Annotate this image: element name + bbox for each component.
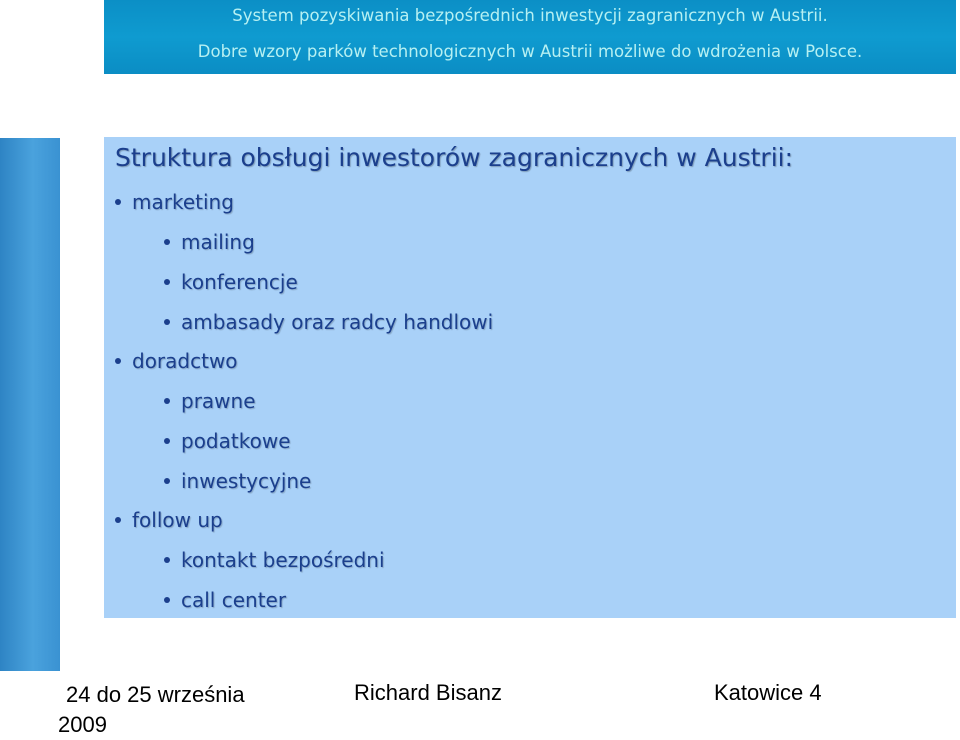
content-title: Struktura obsługi inwestorów zagranicznych w Austrii: — [115, 143, 794, 172]
bullet-icon — [115, 199, 121, 205]
list-item — [164, 227, 255, 257]
list-item-text: kontakt bezpośredni — [181, 548, 385, 572]
content-panel — [104, 137, 956, 618]
header-line-1: System pozyskiwania bezpośrednich inwestycji zagranicznych w Austrii. — [232, 6, 828, 25]
bullet-icon — [164, 239, 170, 245]
bullet-icon — [164, 478, 170, 484]
list-item — [164, 585, 286, 615]
list-item — [164, 426, 291, 456]
list-item-text: marketing — [132, 190, 234, 214]
slide-header — [104, 0, 956, 74]
footer-author: Richard Bisanz — [354, 680, 502, 705]
bullet-icon — [115, 517, 121, 523]
list-item-text: doradctwo — [132, 349, 238, 373]
footer-date: 24 do 25 września 2009 — [58, 682, 245, 737]
bullet-icon — [164, 597, 170, 603]
list-item — [164, 307, 493, 337]
list-item — [115, 346, 238, 376]
list-item-text: prawne — [181, 389, 256, 413]
list-item-text: konferencje — [181, 270, 298, 294]
list-item — [164, 545, 385, 575]
list-item — [115, 505, 223, 535]
list-item-text: call center — [181, 588, 287, 612]
bullet-icon — [164, 279, 170, 285]
bullet-icon — [164, 319, 170, 325]
list-item-text: podatkowe — [181, 429, 291, 453]
list-item — [164, 386, 256, 416]
list-item — [164, 267, 298, 297]
list-item — [164, 466, 311, 496]
list-item-text: ambasady oraz radcy handlowi — [181, 310, 494, 334]
bullet-icon — [164, 557, 170, 563]
list-item-text: follow up — [132, 508, 223, 532]
header-line-2: Dobre wzory parków technologicznych w Austrii możliwe do wdrożenia w Polsce. — [197, 42, 863, 61]
list-item-text: mailing — [181, 230, 255, 254]
bullet-icon — [164, 438, 170, 444]
side-accent-bar — [0, 138, 60, 671]
list-item — [115, 187, 234, 217]
footer-place: Katowice 4 — [714, 680, 822, 705]
bullet-icon — [115, 358, 121, 364]
list-item-text: inwestycyjne — [181, 469, 312, 493]
bullet-icon — [164, 398, 170, 404]
